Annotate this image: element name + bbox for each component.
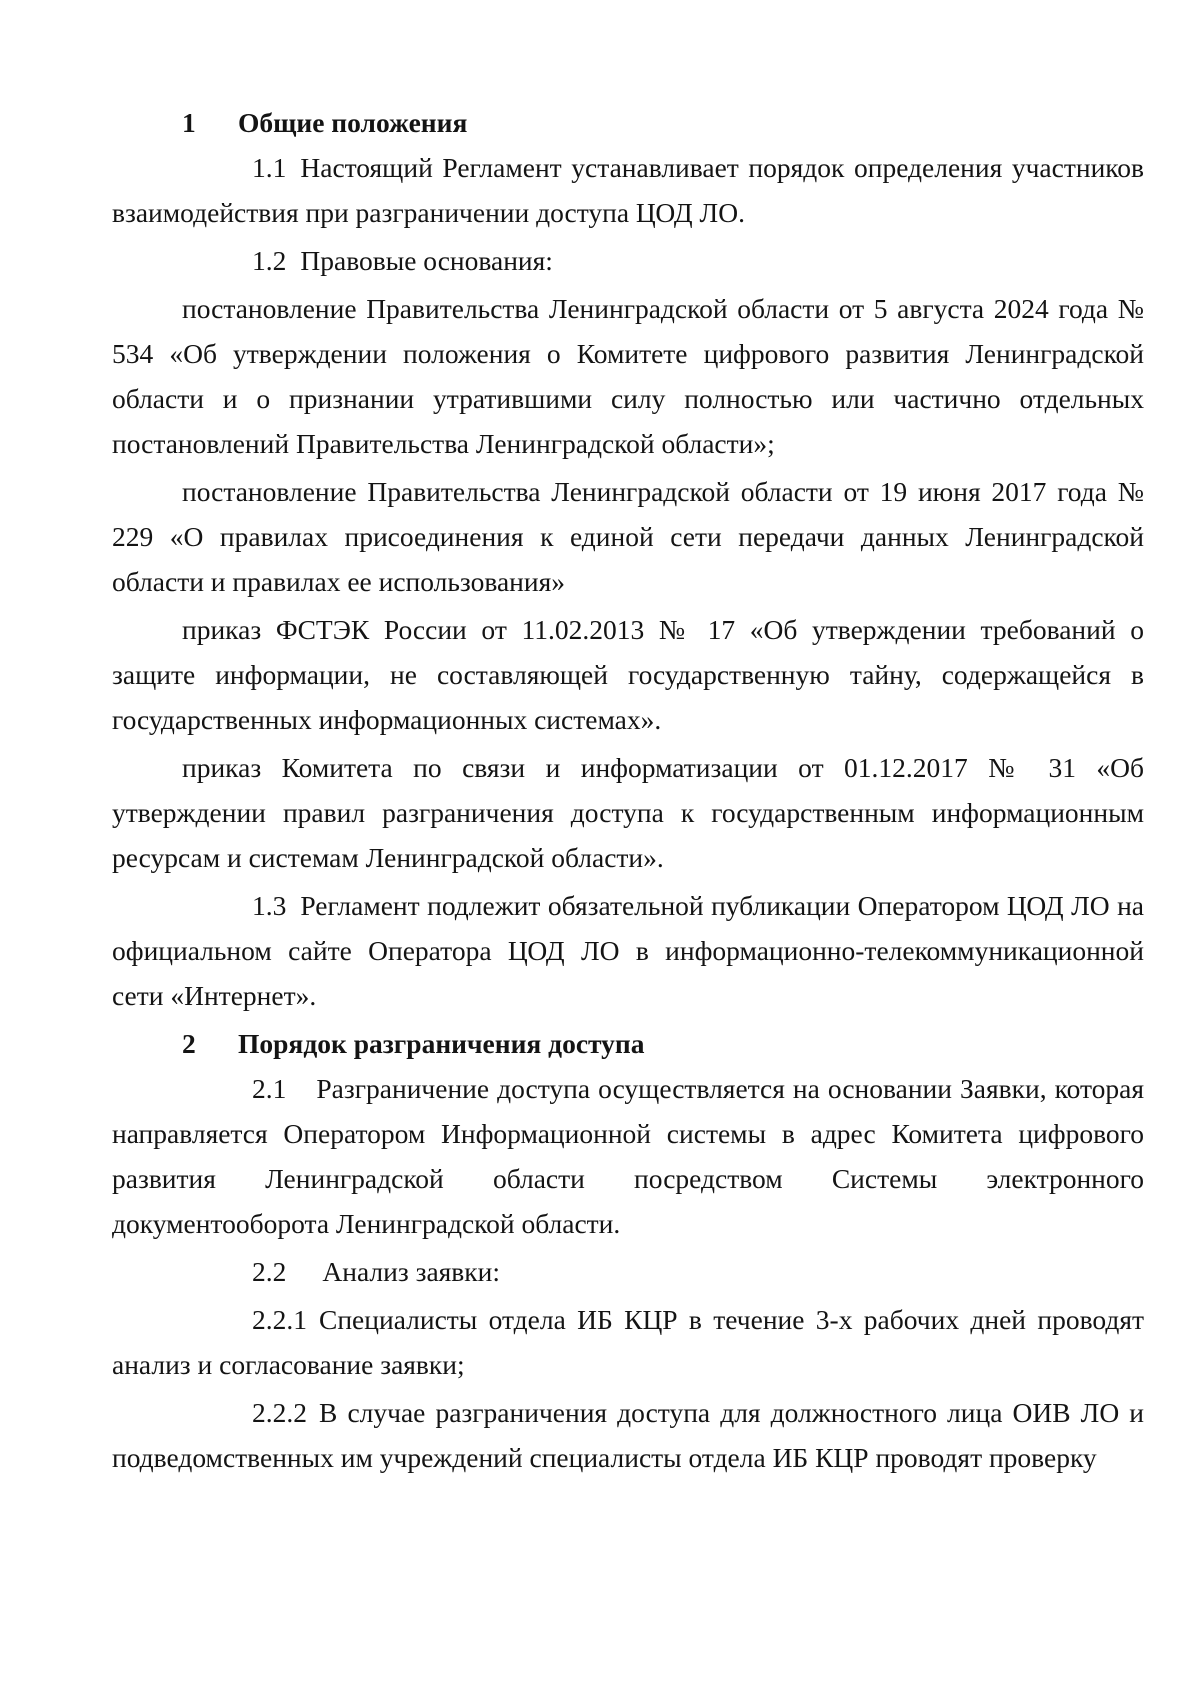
paragraph-2-1 (112, 1066, 1144, 1246)
paragraph-2-2 (112, 1249, 1144, 1294)
section-number: 2 (182, 1028, 196, 1059)
paragraph-number: 2.2 (252, 1256, 287, 1287)
paragraph-text: Правовые основания: (300, 245, 553, 276)
paragraph-text: Анализ заявки: (322, 1256, 500, 1287)
legal-basis-item: постановление Правительства Ленинградской области от 19 июня 2017 года № 229 «О правилах присоединения к единой сети передачи данных Ленинградской области и правилах ее использования» (112, 476, 1144, 597)
legal-basis-item: постановление Правительства Ленинградской области от 5 августа 2024 года № 534 «Об утверждении положения о Комитете цифрового развития Ленинградской области и о признании утратившими силу полностью или частично отдельных постановлений Правительства Ленинградской области»; (112, 293, 1144, 459)
section-heading-2 (112, 1021, 1144, 1066)
paragraph-text: Разграничение доступа осуществляется на основании Заявки, которая направляется Оператором Информационной системы в адрес Комитета цифрового развития Ленинградской области посредством Системы электронного документооборота Ленинградской области. (112, 1073, 1144, 1239)
paragraph-number: 2.2.1 (252, 1304, 307, 1335)
section-number: 1 (182, 107, 196, 138)
paragraph-text: Настоящий Регламент устанавливает порядок определения участников взаимодействия при разграничении доступа ЦОД ЛО. (112, 152, 1144, 228)
paragraph-2-2-2 (112, 1390, 1144, 1480)
section-heading-1 (112, 100, 1144, 145)
paragraph-number: 1.3 (252, 890, 287, 921)
paragraph-2-2-1 (112, 1297, 1144, 1387)
document-page (112, 100, 1144, 1483)
paragraph-text: В случае разграничения доступа для должностного лица ОИВ ЛО и подведомственных им учреждений специалисты отдела ИБ КЦР проводят проверку (112, 1397, 1144, 1473)
section-title: Порядок разграничения доступа (238, 1028, 645, 1059)
section-title: Общие положения (238, 107, 468, 138)
paragraph-number: 1.1 (252, 152, 287, 183)
paragraph-1-1 (112, 145, 1144, 235)
paragraph-1-2 (112, 238, 1144, 283)
legal-basis-item: приказ ФСТЭК России от 11.02.2013 № 17 «Об утверждении требований о защите информации, не составляющей государственную тайну, содержащейся в государственных информационных системах». (112, 614, 1144, 735)
paragraph-1-3 (112, 883, 1144, 1018)
legal-basis-item: приказ Комитета по связи и информатизации от 01.12.2017 № 31 «Об утверждении правил разграничения доступа к государственным информационным ресурсам и системам Ленинградской области». (112, 752, 1144, 873)
paragraph-number: 2.1 (252, 1073, 287, 1104)
paragraph-text: Специалисты отдела ИБ КЦР в течение 3-х рабочих дней проводят анализ и согласование заявки; (112, 1304, 1144, 1380)
paragraph-text: Регламент подлежит обязательной публикации Оператором ЦОД ЛО на официальном сайте Оператора ЦОД ЛО в информационно-телекоммуникационной сети «Интернет». (112, 890, 1144, 1011)
paragraph-number: 1.2 (252, 245, 287, 276)
paragraph-number: 2.2.2 (252, 1397, 307, 1428)
